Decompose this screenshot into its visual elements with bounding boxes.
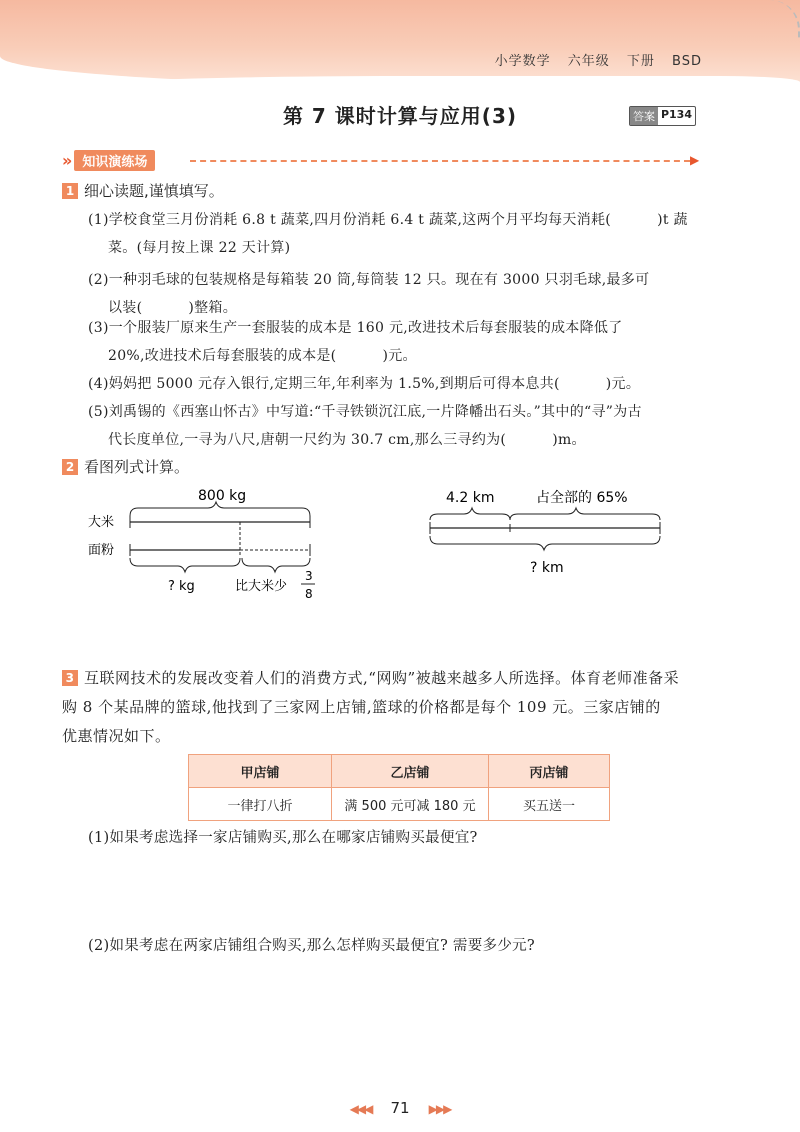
q1-item-5-text: (5)刘禹锡的《西塞山怀古》中写道:“千寻铁锁沉江底,一片降幡出石头。”其中的“寻”为古 [88,404,642,420]
percent-label: 占全部的 65% [536,490,628,506]
double-chevron-icon: » [62,150,73,170]
q1-item-5-text-c: )m。 [552,432,586,448]
answer-label: 答案 [630,107,658,125]
q1-item-1-text: (1)学校食堂三月份消耗 6.8 t 蔬菜,四月份消耗 6.4 t 蔬菜,这两个月平均每天消耗( [88,212,612,228]
rice-flour-diagram [80,478,340,608]
arrow-right-icon: ▶ [690,153,700,167]
edition-label: BSD [672,54,702,69]
banner-divider [190,160,690,162]
q1-item-2-text: (2)一种羽毛球的包装规格是每箱装 20 筒,每筒装 12 只。现在有 3000 只羽毛球,最多可 [88,272,650,288]
q1-item-1-text-c: 菜。(每月按上课 22 天计算) [108,240,291,256]
fraction-denominator: 8 [305,587,313,601]
table-cell: 一律打八折 [189,788,332,821]
book-info [483,50,702,69]
q1-item-4-text-b: )元。 [605,376,641,392]
question-1-heading [62,180,224,201]
percent-brace [510,508,660,520]
q3-sub-1: (1)如果考虑选择一家店铺购买,那么在哪家店铺购买最便宜? [88,830,478,846]
total-brace [130,502,310,516]
question-number-1: 1 [62,183,78,199]
question-3-line-3: 优惠情况如下。 [62,727,171,745]
unknown-weight-label: ? kg [168,579,195,594]
q1-item-1-text-b: )t 蔬 [657,212,688,228]
q1-item-5-text-b: 代长度单位,一寻为八尺,唐朝一尺约为 30.7 cm,那么三寻约为( [108,432,507,448]
flour-label: 面粉 [88,543,115,558]
prev-arrows-icon: ◀◀◀ [349,1102,372,1116]
distance-diagram [420,480,670,580]
grade-label: 六年级 [567,54,610,69]
section-label: 知识演练场 [74,150,155,171]
question-1-text: 细心读题,谨慎填写。 [84,182,224,200]
total-distance-brace [430,536,660,550]
question-3-line-1: 互联网技术的发展改变着人们的消费方式,“网购”被越来越多人所选择。体育老师准备采 [84,669,680,687]
answer-reference [629,106,696,126]
table-cell: 满 500 元可减 180 元 [332,788,489,821]
rice-label: 大米 [88,515,115,530]
q1-item-2-text-c: )整箱。 [188,300,238,316]
question-3-line-2: 购 8 个某品牌的篮球,他找到了三家网上店铺,篮球的价格都是每个 109 元。三家店铺的 [62,698,661,716]
question-2-text: 看图列式计算。 [84,458,190,476]
section-banner [62,150,155,170]
volume-label: 下册 [626,54,655,69]
q1-item-5 [88,398,718,454]
lesson-title: 计算与应用(3) [376,104,518,128]
subject-label: 小学数学 [494,54,551,69]
unknown-distance-label: ? km [530,560,564,576]
table-header: 丙店铺 [489,755,610,788]
part-brace [430,508,510,520]
header-band [0,0,800,86]
q1-item-3-text-c: )元。 [382,348,417,364]
table-header: 甲店铺 [189,755,332,788]
flour-brace [130,558,240,572]
question-number-3: 3 [62,670,78,686]
question-3 [62,664,712,751]
discount-table [188,754,610,821]
question-number-2: 2 [62,459,78,475]
next-arrows-icon: ▶▶▶ [428,1102,451,1116]
page-footer [0,1098,800,1117]
table-row [189,788,610,821]
q1-item-3-text: (3)一个服装厂原来生产一套服装的成本是 160 元,改进技术后每套服装的成本降低了 [88,320,623,336]
relation-label: 比大米少 [235,579,288,594]
table-header-row [189,755,610,788]
page-number: 71 [390,1099,410,1117]
q1-item-3 [88,314,718,370]
q1-item-3-text-b: 20%,改进技术后每套服装的成本是( [108,348,337,364]
lesson-number: 第 7 课时 [282,104,377,128]
fraction-numerator: 3 [305,569,313,583]
table-cell: 买五送一 [489,788,610,821]
answer-page: P134 [660,108,692,121]
q1-item-2-text-b: 以装( [108,300,143,316]
total-weight-label: 800 kg [198,488,247,504]
question-2-heading [62,456,189,477]
q1-item-4-text: (4)妈妈把 5000 元存入银行,定期三年,年利率为 1.5%,到期后可得本息共( [88,376,560,392]
part-distance-label: 4.2 km [446,490,495,506]
q1-item-4 [88,370,718,398]
q3-sub-2: (2)如果考虑在两家店铺组合购买,那么怎样购买最便宜? 需要多少元? [88,938,536,954]
table-header: 乙店铺 [332,755,489,788]
deficit-brace [242,558,310,572]
q1-item-1 [88,206,718,262]
